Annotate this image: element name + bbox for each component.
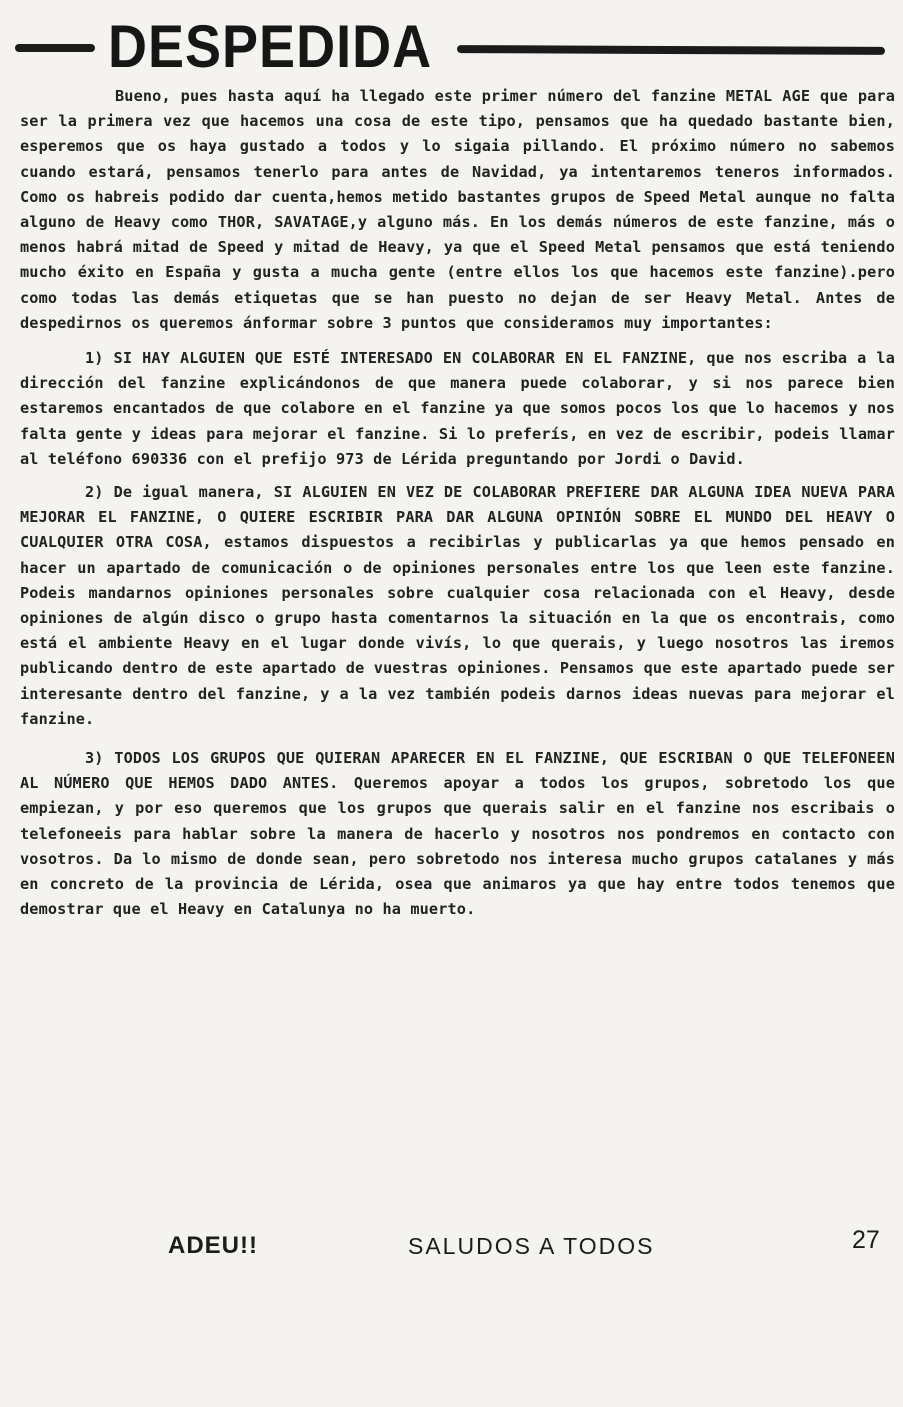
page-number: 27	[852, 1226, 880, 1254]
article-body	[20, 84, 895, 923]
farewell-adeu: ADEU!!	[168, 1232, 258, 1259]
page-header	[15, 8, 885, 81]
point-1-paragraph: 1) SI HAY ALGUIEN QUE ESTÉ INTERESADO EN COLABORAR EN EL FANZINE, que nos escriba a la dirección del fanzine explicándonos de que manera puede colaborar, y si nos parece bien estaremos encantados de que colabore en el fanzine ya que somos pocos los que lo hacemos y nos falta gente y ideas para mejorar el fanzine. Si lo preferís, en vez de escribir, podeis llamar al teléfono 690336 con el prefijo 973 de Lérida preguntando por Jordi o David.	[20, 349, 895, 468]
point-3-paragraph: 3) TODOS LOS GRUPOS QUE QUIERAN APARECER EN EL FANZINE, QUE ESCRIBAN O QUE TELEFONEEN AL NÚMERO QUE HEMOS DADO ANTES. Queremos apoyar a todos los grupos, sobretodo los que empiezan, y por eso queremos que los grupos que querais salir en el fanzine nos escribais o telefoneeis para hablar sobre la manera de hacerlo y nosotros nos pondremos en contacto con vosotros. Da lo mismo de donde sean, pero sobretodo nos interesa mucho grupos catalanes y más en concreto de la provincia de Lérida, osea que animaros ya que hay entre todos tenemos que demostrar que el Heavy en Catalunya no ha muerto.	[20, 749, 895, 919]
point-2-paragraph: 2) De igual manera, SI ALGUIEN EN VEZ DE COLABORAR PREFIERE DAR ALGUNA IDEA NUEVA PARA MEJORAR EL FANZINE, O QUIERE ESCRIBIR PARA DAR ALGUNA OPINIÓN SOBRE EL MUNDO DEL HEAVY O CUALQUIER OTRA COSA, estamos dispuestos a recibirlas y publicarlas ya que hemos pensado en hacer un apartado de comunicación o de opiniones personales entre los que leen este fanzine. Podeis mandarnos opiniones personales sobre cualquier cosa relacionada con el Heavy, desde opiniones de algún disco o grupo hasta comentarnos la situación en la que os encontrais, como está el ambiente Heavy en el lugar donde vivís, lo que querais, y luego nosotros las iremos publicando dentro de este apartado de vuestras opiniones. Pensamos que este apartado puede ser interesante dentro del fanzine, y a la vez también podeis darnos ideas nuevas para mejorar el fanzine.	[20, 483, 895, 728]
header-rule-right	[457, 45, 885, 55]
header-rule-left	[15, 44, 95, 52]
farewell-saludos: SALUDOS A TODOS	[408, 1233, 655, 1259]
page-title: DESPEDIDA	[108, 13, 433, 81]
intro-paragraph: Bueno, pues hasta aquí ha llegado este primer número del fanzine METAL AGE que para ser la primera vez que hacemos una cosa de este tipo, pensamos que ha quedado bastante bien, esperemos que os haya gustado a todos y lo sigaia pillando. El próximo número no sabemos cuando estará, pensamos tenerlo para antes de Navidad, ya intentaremos teneros informados. Como os habreis podido dar cuenta,hemos metido bastantes grupos de Speed Metal aunque no falta alguno de Heavy como THOR, SAVATAGE,y alguno más. En los demás números de este fanzine, más o menos habrá mitad de Speed y mitad de Heavy, ya que el Speed Metal pensamos que está teniendo mucho éxito en España y gusta a mucha gente (entre ellos los que hacemos este fanzine).pero como todas las demás etiquetas que se han puesto no dejan de ser Heavy Metal. Antes de despedirnos os queremos ánformar sobre 3 puntos que consideramos muy importantes:	[20, 87, 895, 332]
